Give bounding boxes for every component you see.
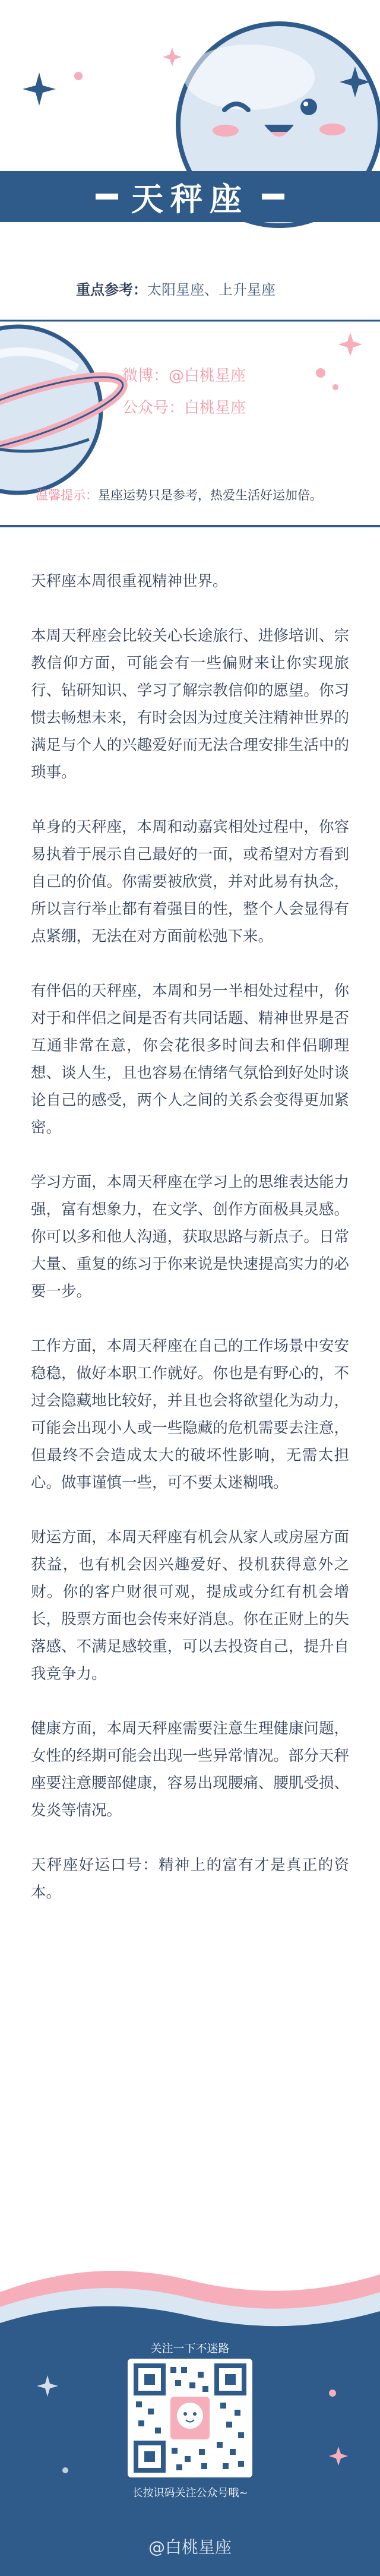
header-illustration [0, 0, 380, 529]
paragraph-slogan: 天秤座好运口号：精神上的富有才是真正的资本。 [31, 1856, 349, 1901]
pink-dot-icon [329, 2390, 336, 2397]
title-banner [0, 171, 380, 222]
follow-label: 关注一下不迷路 [150, 2342, 230, 2355]
paragraph-wealth: 财运方面，本周天秤座有机会从家人或房屋方面获益，也有机会因兴趣爱好、投机获得意外之财。你的客户财很可观，提成或分红有机会增长，股票方面也会传来好消息。你在正财上的失落感、不满足感较重，可以去投资自己，提升自我竞争力。 [31, 1528, 349, 1683]
title-dash-left [96, 194, 118, 200]
reference-label: 重点参考： [76, 281, 147, 298]
reference-line [76, 278, 276, 299]
weibo-handle: 微博：@白桃星座 [122, 367, 246, 385]
horoscope-article [31, 568, 349, 1933]
tip-label: 温馨提示： [36, 488, 98, 502]
tip-text: 星座运势只是参考，热爱生活好运加倍。 [98, 488, 322, 502]
footer [0, 2257, 380, 2576]
qr-caption: 长按识码关注公众号哦~ [132, 2487, 248, 2499]
brand-watermark: @白桃星座 [148, 2537, 232, 2557]
pink-sparkle-icon [163, 48, 182, 67]
paragraph-health: 健康方面，本周天秤座需要注意生理健康问题，女性的经期可能会出现一些异常情况。部分天秤座要注意腰部健康，容易出现腰痛、腰肌受损、发炎等情况。 [31, 1720, 349, 1819]
paragraph-overview: 本周天秤座会比较关心长途旅行、进修培训、宗教信仰方面，可能会有一些偏财来让你实现旅行、钻研知识、学习了解宗教信仰的愿望。你习惯去畅想未来，有时会因为过度关注精神世界的满足与个人的兴趣爱好而无法合理安排生活中的琐事。 [31, 627, 349, 781]
ringed-planet-icon [0, 327, 129, 493]
qr-code-icon [128, 2359, 252, 2477]
qr-code[interactable] [128, 2359, 252, 2477]
paragraph-study: 学习方面，本周天秤座在学习上的思维表达能力强，富有想象力，在文学、创作方面极具灵感。你可以多和他人沟通，获取思路与新点子。日常大量、重复的练习于你来说是快速提高实力的必要一步。 [31, 1173, 349, 1300]
pink-star-icon [338, 333, 362, 356]
paragraph-partnered: 有伴侣的天秤座，本周和另一半相处过程中，你对于和伴侣之间是否有共同话题、精神世界是否互通非常在意，你会花很多时间去和伴侣聊理想、谈人生，且也容易在情绪气氛恰到好处时谈论自己的感受，两个人之间的关系会变得更加紧密。 [31, 982, 349, 1137]
paragraph-intro: 天秤座本周很重视精神世界。 [31, 572, 228, 590]
wechat-account: 公众号：白桃星座 [122, 399, 246, 417]
reference-value: 太阳星座、上升星座 [147, 281, 276, 298]
tip-line [36, 486, 322, 504]
header [0, 0, 380, 529]
paragraph-single: 单身的天秤座，本周和动嘉宾相处过程中，你容易执着于展示自己最好的一面，或希望对方看到自己的价值。你需要被欣赏，并对此易有执念，所以言行举止都有着强目的性，整个人会显得有点紧绷，无法在对方面前松弛下来。 [31, 818, 349, 945]
title-dash-right [262, 194, 284, 200]
paragraph-work: 工作方面，本周天秤座在自己的工作场景中安安稳稳，做好本职工作就好。你也是有野心的，不过会隐藏地比较好，并且也会将欲望化为动力，可能会出现小人或一些隐藏的危机需要去注意，但最终不会造成太大的破坏性影响，无需太担心。做事谨慎一些，可不要太迷糊哦。 [31, 1337, 349, 1492]
page-title: 天秤座 [131, 180, 249, 218]
sparkle-icon [23, 72, 83, 106]
pink-dot-icon [316, 368, 325, 378]
